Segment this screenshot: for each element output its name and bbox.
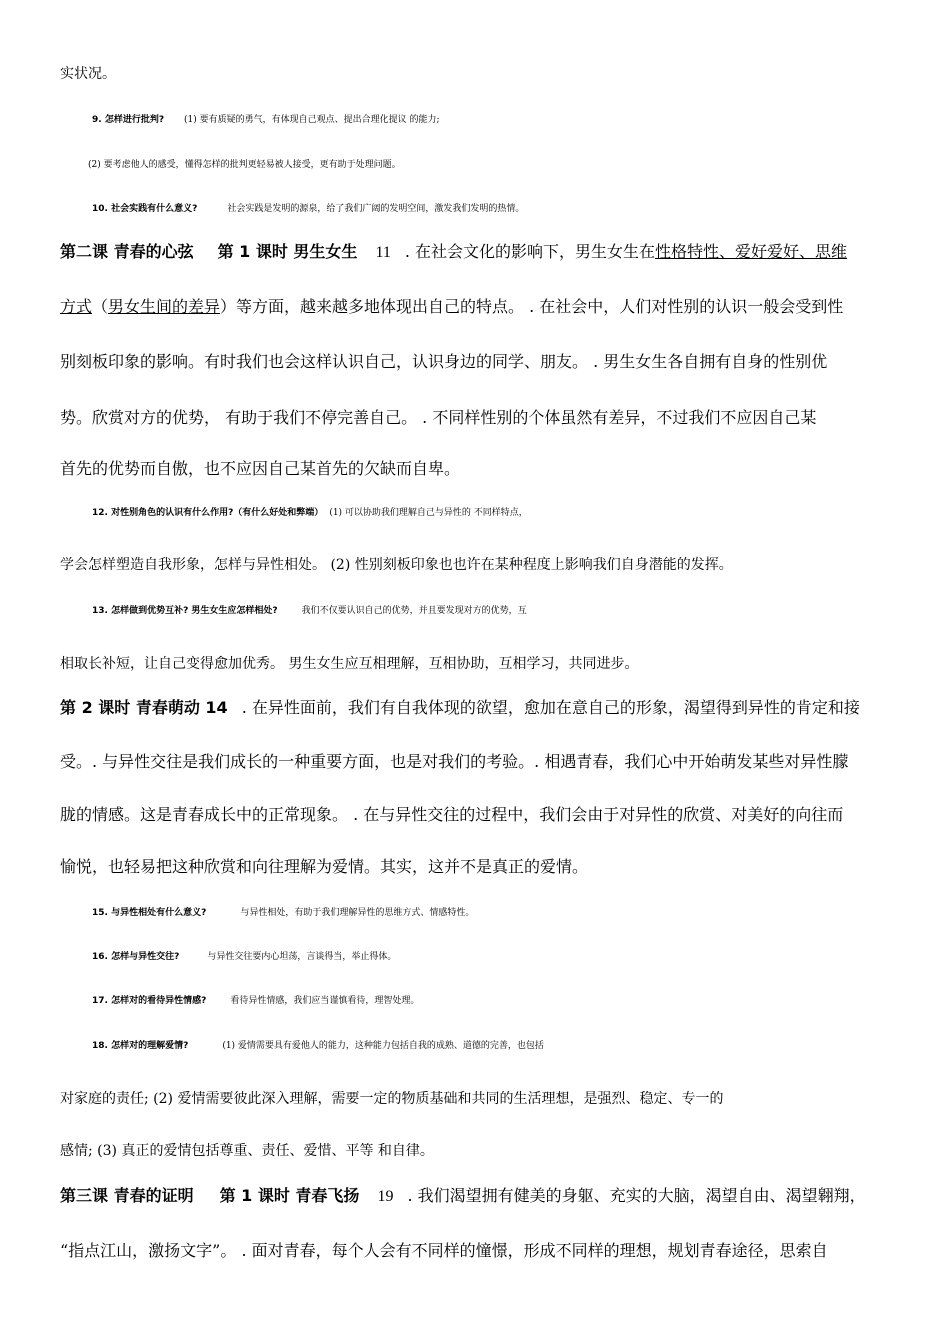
text-line: 势。欣赏对方的优势， 有助于我们不停完善自己。 . 不同样性别的个体虽然有差异，不过我们不应因自己某: [60, 408, 817, 427]
class-hour-title: 第 2 课时 青春萌动 14: [60, 698, 228, 717]
question-10: [92, 199, 924, 219]
text-line: [60, 297, 892, 317]
question-17: [92, 991, 924, 1011]
text-line: (2) 要考虑他人的感受，懂得怎样的批判更轻易被人接受，更有助于处理问题。: [88, 160, 401, 170]
question-9: [92, 110, 924, 130]
text-line: 受。. 与异性交往是我们成长的一种重要方面，也是对我们的考验。. 相遇青春，我们心中开始萌发某些对异性朦: [60, 752, 849, 771]
text-line: 实状况。: [60, 66, 116, 82]
text-line: 愉悦，也轻易把这种欣赏和向往理解为爱情。其实，这并不是真正的爱情。: [60, 857, 589, 876]
question-title: 10. 社会实践有什么意义?: [92, 204, 198, 214]
lesson-title: 第三课 青春的证明: [60, 1186, 194, 1205]
text-line: 相取长补短，让自己变得愈加优秀。 男生女生应互相理解，互相协助，互相学习，共同进步。: [60, 656, 639, 672]
answer-text: 看待异性情感，我们应当谨慎看待，理智处理。: [230, 996, 420, 1006]
body-text: . 在社会文化的影响下，男生女生在: [404, 242, 656, 261]
question-title: 16. 怎样与异性交往?: [92, 952, 180, 962]
answer-text: (1) 要有质疑的勇气，有体现自己观点、提出合理化提议 的能力;: [184, 115, 440, 125]
answer-text: (1) 爱情需要具有爱他人的能力，这种能力包括自我的成熟、道德的完善，也包括: [222, 1041, 544, 1051]
question-title: 12. 对性别角色的认识有什么作用?（有什么好处和弊端）: [92, 508, 324, 518]
question-15: [92, 903, 924, 923]
question-12: [92, 503, 924, 523]
text-line: 感情; (3) 真正的爱情包括尊重、责任、爱惜、平等 和自律。: [60, 1143, 434, 1159]
answer-text: 与异性交往要内心坦荡，言谈得当，举止得体。: [207, 952, 397, 962]
question-16: [92, 947, 924, 967]
underlined-text: 性格特性、爱好爱好、思维: [655, 242, 848, 261]
underlined-text: 男女生间的差异: [108, 297, 221, 316]
item-number: 19: [377, 1188, 394, 1205]
underlined-text: 方式: [60, 297, 93, 316]
text-line: “指点江山，激扬文字”。 . 面对青春，每个人会有不同样的憧憬，形成不同样的理想，规划青春途径，思索自: [60, 1241, 828, 1260]
text-line: 胧的情感。这是青春成长中的正常现象。 . 在与异性交往的过程中，我们会由于对异性的欣赏、对美好的向往而: [60, 805, 844, 824]
answer-text: (1) 可以协助我们理解自己与异性的 不同样特点，: [329, 508, 528, 518]
lesson-heading-line: [60, 1186, 892, 1207]
text-line: 对家庭的责任; (2) 爱情需要彼此深入理解，需要一定的物质基础和共同的生活理想，是强烈、稳定、专一的: [60, 1091, 724, 1107]
text-line: 别刻板印象的影响。有时我们也会这样认识自己，认识身边的同学、朋友。 . 男生女生各自拥有自身的性别优: [60, 352, 828, 371]
class-hour-title: 第 1 课时 青春飞扬: [219, 1186, 360, 1205]
text-line: 首先的优势而自傲，也不应因自己某首先的欠缺而自卑。: [60, 459, 461, 478]
question-13: [92, 601, 924, 621]
question-title: 9. 怎样进行批判?: [92, 115, 165, 125]
body-text: . 我们渴望拥有健美的身躯、充实的大脑，渴望自由、渴望翱翔，: [407, 1186, 866, 1205]
body-text: ）等方面，越来越多地体现出自己的特点。 . 在社会中，人们对性别的认识一般会受到性: [220, 297, 844, 316]
question-title: 17. 怎样对的看待异性情感?: [92, 996, 207, 1006]
lesson-heading-line: [60, 242, 892, 263]
class-heading-line: [60, 698, 892, 718]
answer-text: 社会实践是发明的源泉，给了我们广阔的发明空间，激发我们发明的热情。: [227, 204, 525, 214]
question-title: 13. 怎样做到优势互补? 男生女生应怎样相处?: [92, 606, 278, 616]
body-text: . 在异性面前，我们有自我体现的欲望，愈加在意自己的形象，渴望得到异性的肯定和接: [241, 698, 860, 717]
class-hour-title: 第 1 课时 男生女生: [217, 242, 358, 261]
body-text: （: [92, 297, 109, 316]
question-title: 15. 与异性相处有什么意义?: [92, 908, 207, 918]
question-title: 18. 怎样对的理解爱情?: [92, 1041, 189, 1051]
lesson-title: 第二课 青春的心弦: [60, 242, 194, 261]
question-18: [92, 1036, 924, 1056]
answer-text: 与异性相处，有助于我们理解异性的思维方式、情感特性。: [240, 908, 475, 918]
item-number: 11: [375, 244, 391, 261]
text-line: 学会怎样塑造自我形象，怎样与异性相处。 (2) 性别刻板印象也也许在某种程度上影响我们自身潜能的发挥。: [60, 557, 733, 573]
answer-text: 我们不仅要认识自己的优势，并且要发现对方的优势，互: [301, 606, 527, 616]
